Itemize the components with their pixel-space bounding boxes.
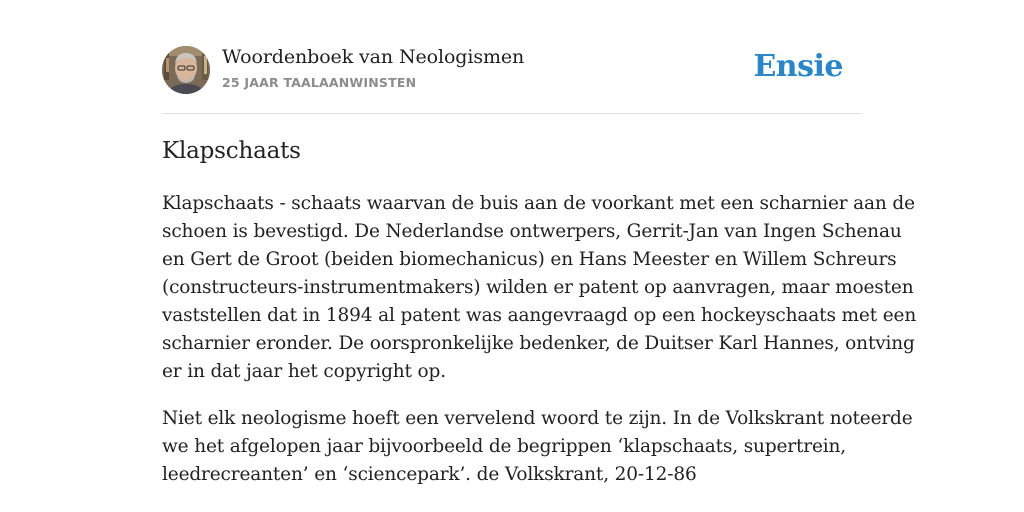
- author-avatar[interactable]: [162, 46, 210, 94]
- paragraph-line: scharnier eronder. De oorspronkelijke bedenker, de Duitser Karl Hannes, ontving: [162, 333, 915, 354]
- paragraph-line: Klapschaats - schaats waarvan de buis aan de voorkant met een scharnier aan de: [162, 193, 915, 214]
- entry-paragraph-definition: [162, 190, 917, 386]
- paragraph-line: we het afgelopen jaar bijvoorbeeld de begrippen ‘klapschaats, supertrein,: [162, 436, 847, 457]
- paragraph-line: vaststellen dat in 1894 al patent was aangevraagd op een hockeyschaats met een: [162, 305, 917, 326]
- paragraph-line: en Gert de Groot (beiden biomechanicus) en Hans Meester en Willem Schreurs: [162, 249, 897, 270]
- paragraph-line: (constructeurs-instrumentmakers) wilden er patent op aanvragen, maar moesten: [162, 277, 914, 298]
- paragraph-line: schoen is bevestigd. De Nederlandse ontwerpers, Gerrit-Jan van Ingen Schenau: [162, 221, 902, 242]
- blog-header: [162, 46, 862, 96]
- paragraph-line: Niet elk neologisme hoeft een vervelend woord te zijn. In de Volkskrant noteerde: [162, 408, 913, 429]
- paragraph-line: leedrecreanten’ en ‘sciencepark’. de Volkskrant, 20-12-86: [162, 464, 697, 485]
- header-divider: [162, 113, 862, 114]
- paragraph-line: er in dat jaar het copyright op.: [162, 361, 446, 382]
- brand-logo[interactable]: Ensie: [753, 49, 843, 84]
- blog-title[interactable]: Woordenboek van Neologismen: [222, 46, 525, 68]
- entry-paragraph-quote: [162, 405, 913, 489]
- blog-subtitle: 25 JAAR TAALAANWINSTEN: [222, 75, 417, 90]
- entry-title: Klapschaats: [162, 138, 301, 164]
- author-portrait-icon: [162, 46, 210, 94]
